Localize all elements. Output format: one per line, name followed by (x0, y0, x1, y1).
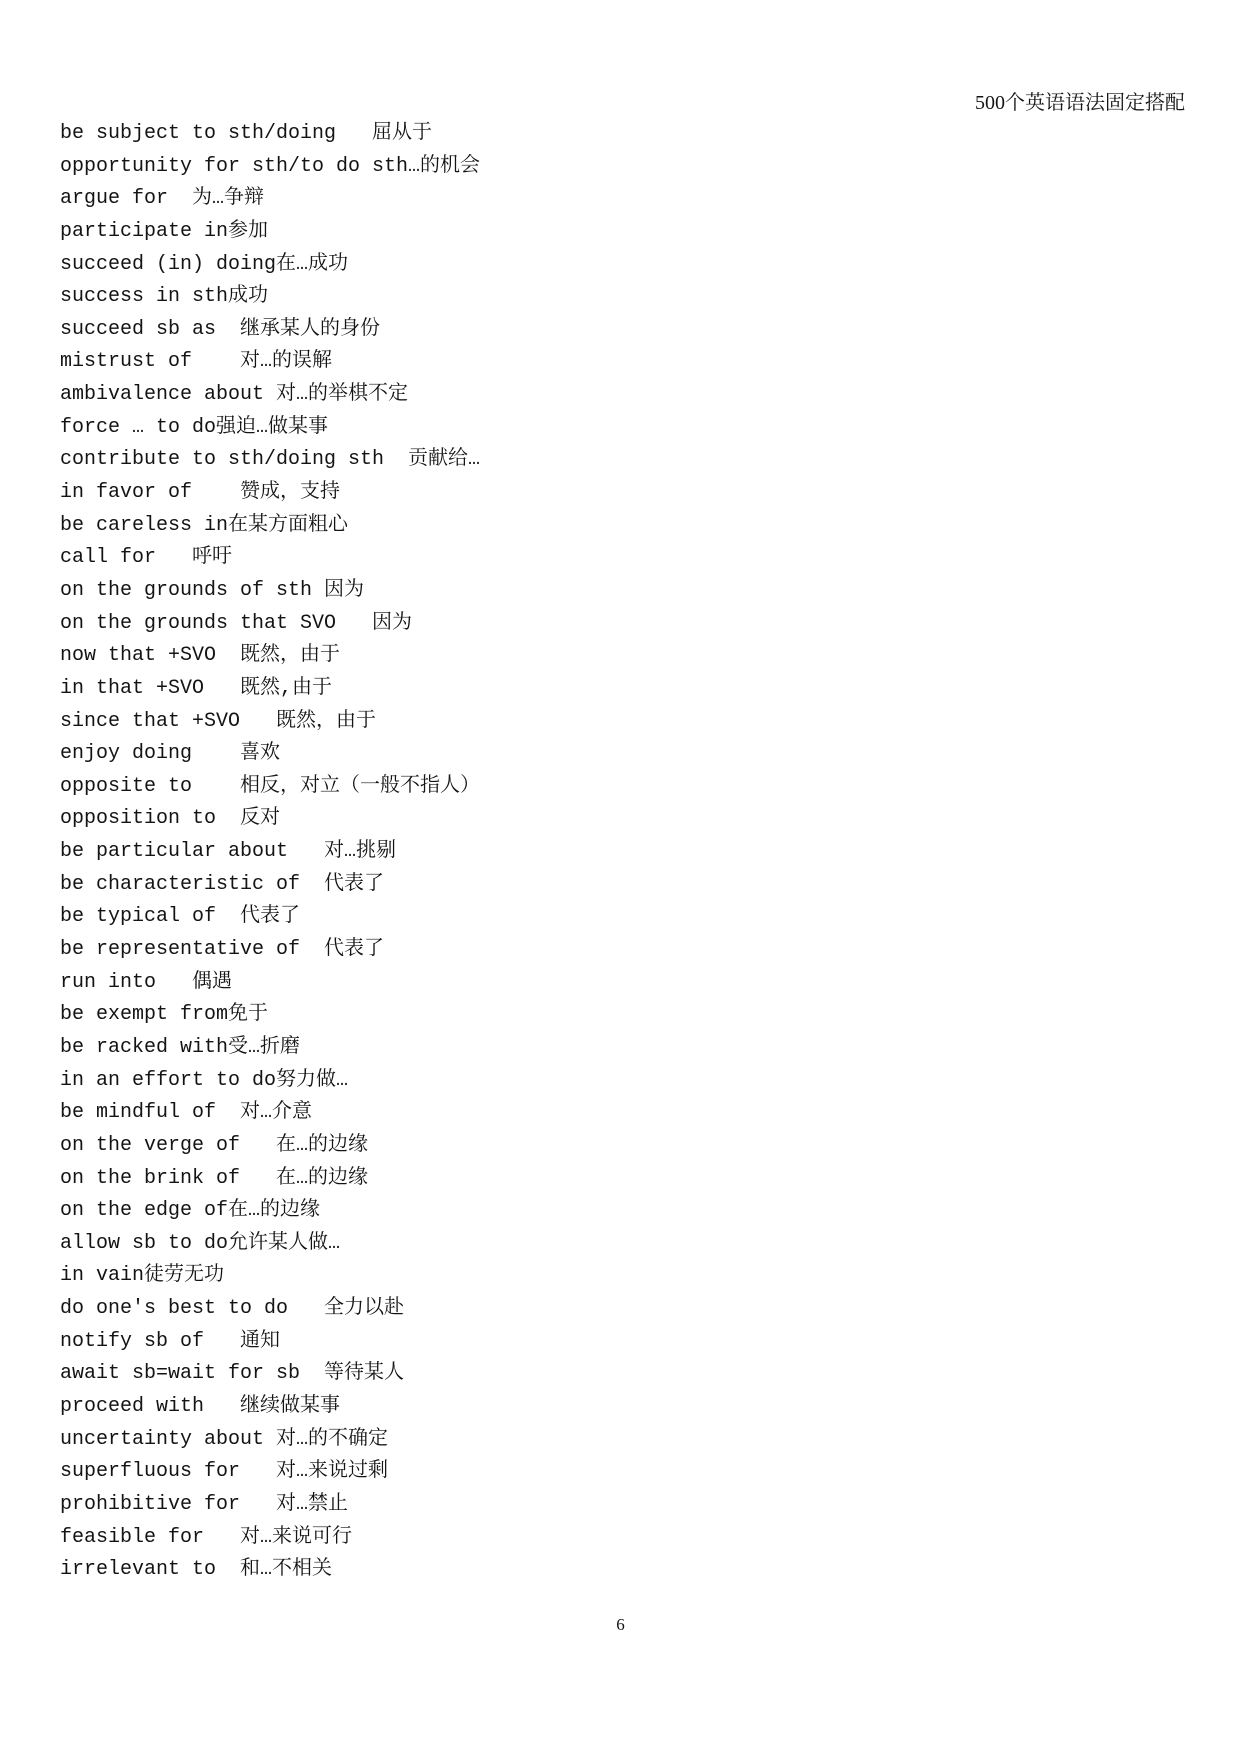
phrase-entry: on the grounds that SVO 因为 (60, 611, 413, 635)
phrase-entry: notify sb of 通知 (60, 1329, 281, 1353)
phrase-entry: run into 偶遇 (60, 970, 233, 994)
phrase-entry: since that +SVO 既然，由于 (60, 709, 377, 733)
phrase-entry: be typical of 代表了 (60, 905, 301, 929)
phrase-list (60, 118, 1180, 1587)
phrase-entry: allow sb to do允许某人做… (60, 1231, 341, 1255)
phrase-entry: be characteristic of 代表了 (60, 872, 385, 896)
phrase-entry: on the brink of 在…的边缘 (60, 1166, 369, 1190)
document-header-title: 500个英语语法固定搭配 (975, 92, 1185, 114)
phrase-entry: proceed with 继续做某事 (60, 1394, 341, 1418)
phrase-entry: feasible for 对…来说可行 (60, 1525, 353, 1549)
phrase-entry: mistrust of 对…的误解 (60, 350, 333, 374)
phrase-entry: succeed (in) doing在…成功 (60, 252, 349, 276)
phrase-entry: enjoy doing 喜欢 (60, 742, 281, 766)
phrase-entry: opposite to 相反，对立（一般不指人） (60, 774, 481, 798)
phrase-entry: opposition to 反对 (60, 807, 281, 831)
phrase-entry: participate in参加 (60, 219, 269, 243)
phrase-entry: irrelevant to 和…不相关 (60, 1558, 333, 1582)
page-number: 6 (616, 1615, 625, 1634)
phrase-entry: succeed sb as 继承某人的身份 (60, 317, 381, 341)
phrase-entry: in vain徒劳无功 (60, 1264, 225, 1288)
phrase-entry: be mindful of 对…介意 (60, 1101, 313, 1125)
phrase-entry: do one's best to do 全力以赴 (60, 1297, 405, 1321)
phrase-entry: be particular about 对…挑剔 (60, 840, 397, 864)
phrase-entry: on the verge of 在…的边缘 (60, 1133, 369, 1157)
phrase-entry: in favor of 赞成，支持 (60, 481, 341, 505)
phrase-entry: argue for 为…争辩 (60, 187, 265, 211)
phrase-entry: ambivalence about 对…的举棋不定 (60, 383, 409, 407)
phrase-entry: force … to do强迫…做某事 (60, 415, 329, 439)
phrase-entry: be racked with受…折磨 (60, 1035, 301, 1059)
phrase-entry: superfluous for 对…来说过剩 (60, 1460, 389, 1484)
phrase-entry: uncertainty about 对…的不确定 (60, 1427, 389, 1451)
phrase-entry: in that +SVO 既然,由于 (60, 676, 333, 700)
phrase-entry: now that +SVO 既然，由于 (60, 644, 341, 668)
phrase-entry: in an effort to do努力做… (60, 1068, 349, 1092)
phrase-entry: contribute to sth/doing sth 贡献给… (60, 448, 481, 472)
phrase-entry: await sb=wait for sb 等待某人 (60, 1362, 405, 1386)
phrase-entry: prohibitive for 对…禁止 (60, 1492, 349, 1516)
phrase-entry: on the edge of在…的边缘 (60, 1199, 321, 1223)
phrase-entry: success in sth成功 (60, 285, 269, 309)
phrase-entry: be exempt from免于 (60, 1003, 269, 1027)
phrase-entry: be subject to sth/doing 屈从于 (60, 122, 433, 145)
phrase-entry: be representative of 代表了 (60, 938, 385, 962)
phrase-entry: be careless in在某方面粗心 (60, 513, 349, 537)
phrase-entry: call for 呼吁 (60, 546, 233, 570)
phrase-entry: opportunity for sth/to do sth…的机会 (60, 154, 481, 178)
phrase-entry: on the grounds of sth 因为 (60, 578, 365, 602)
